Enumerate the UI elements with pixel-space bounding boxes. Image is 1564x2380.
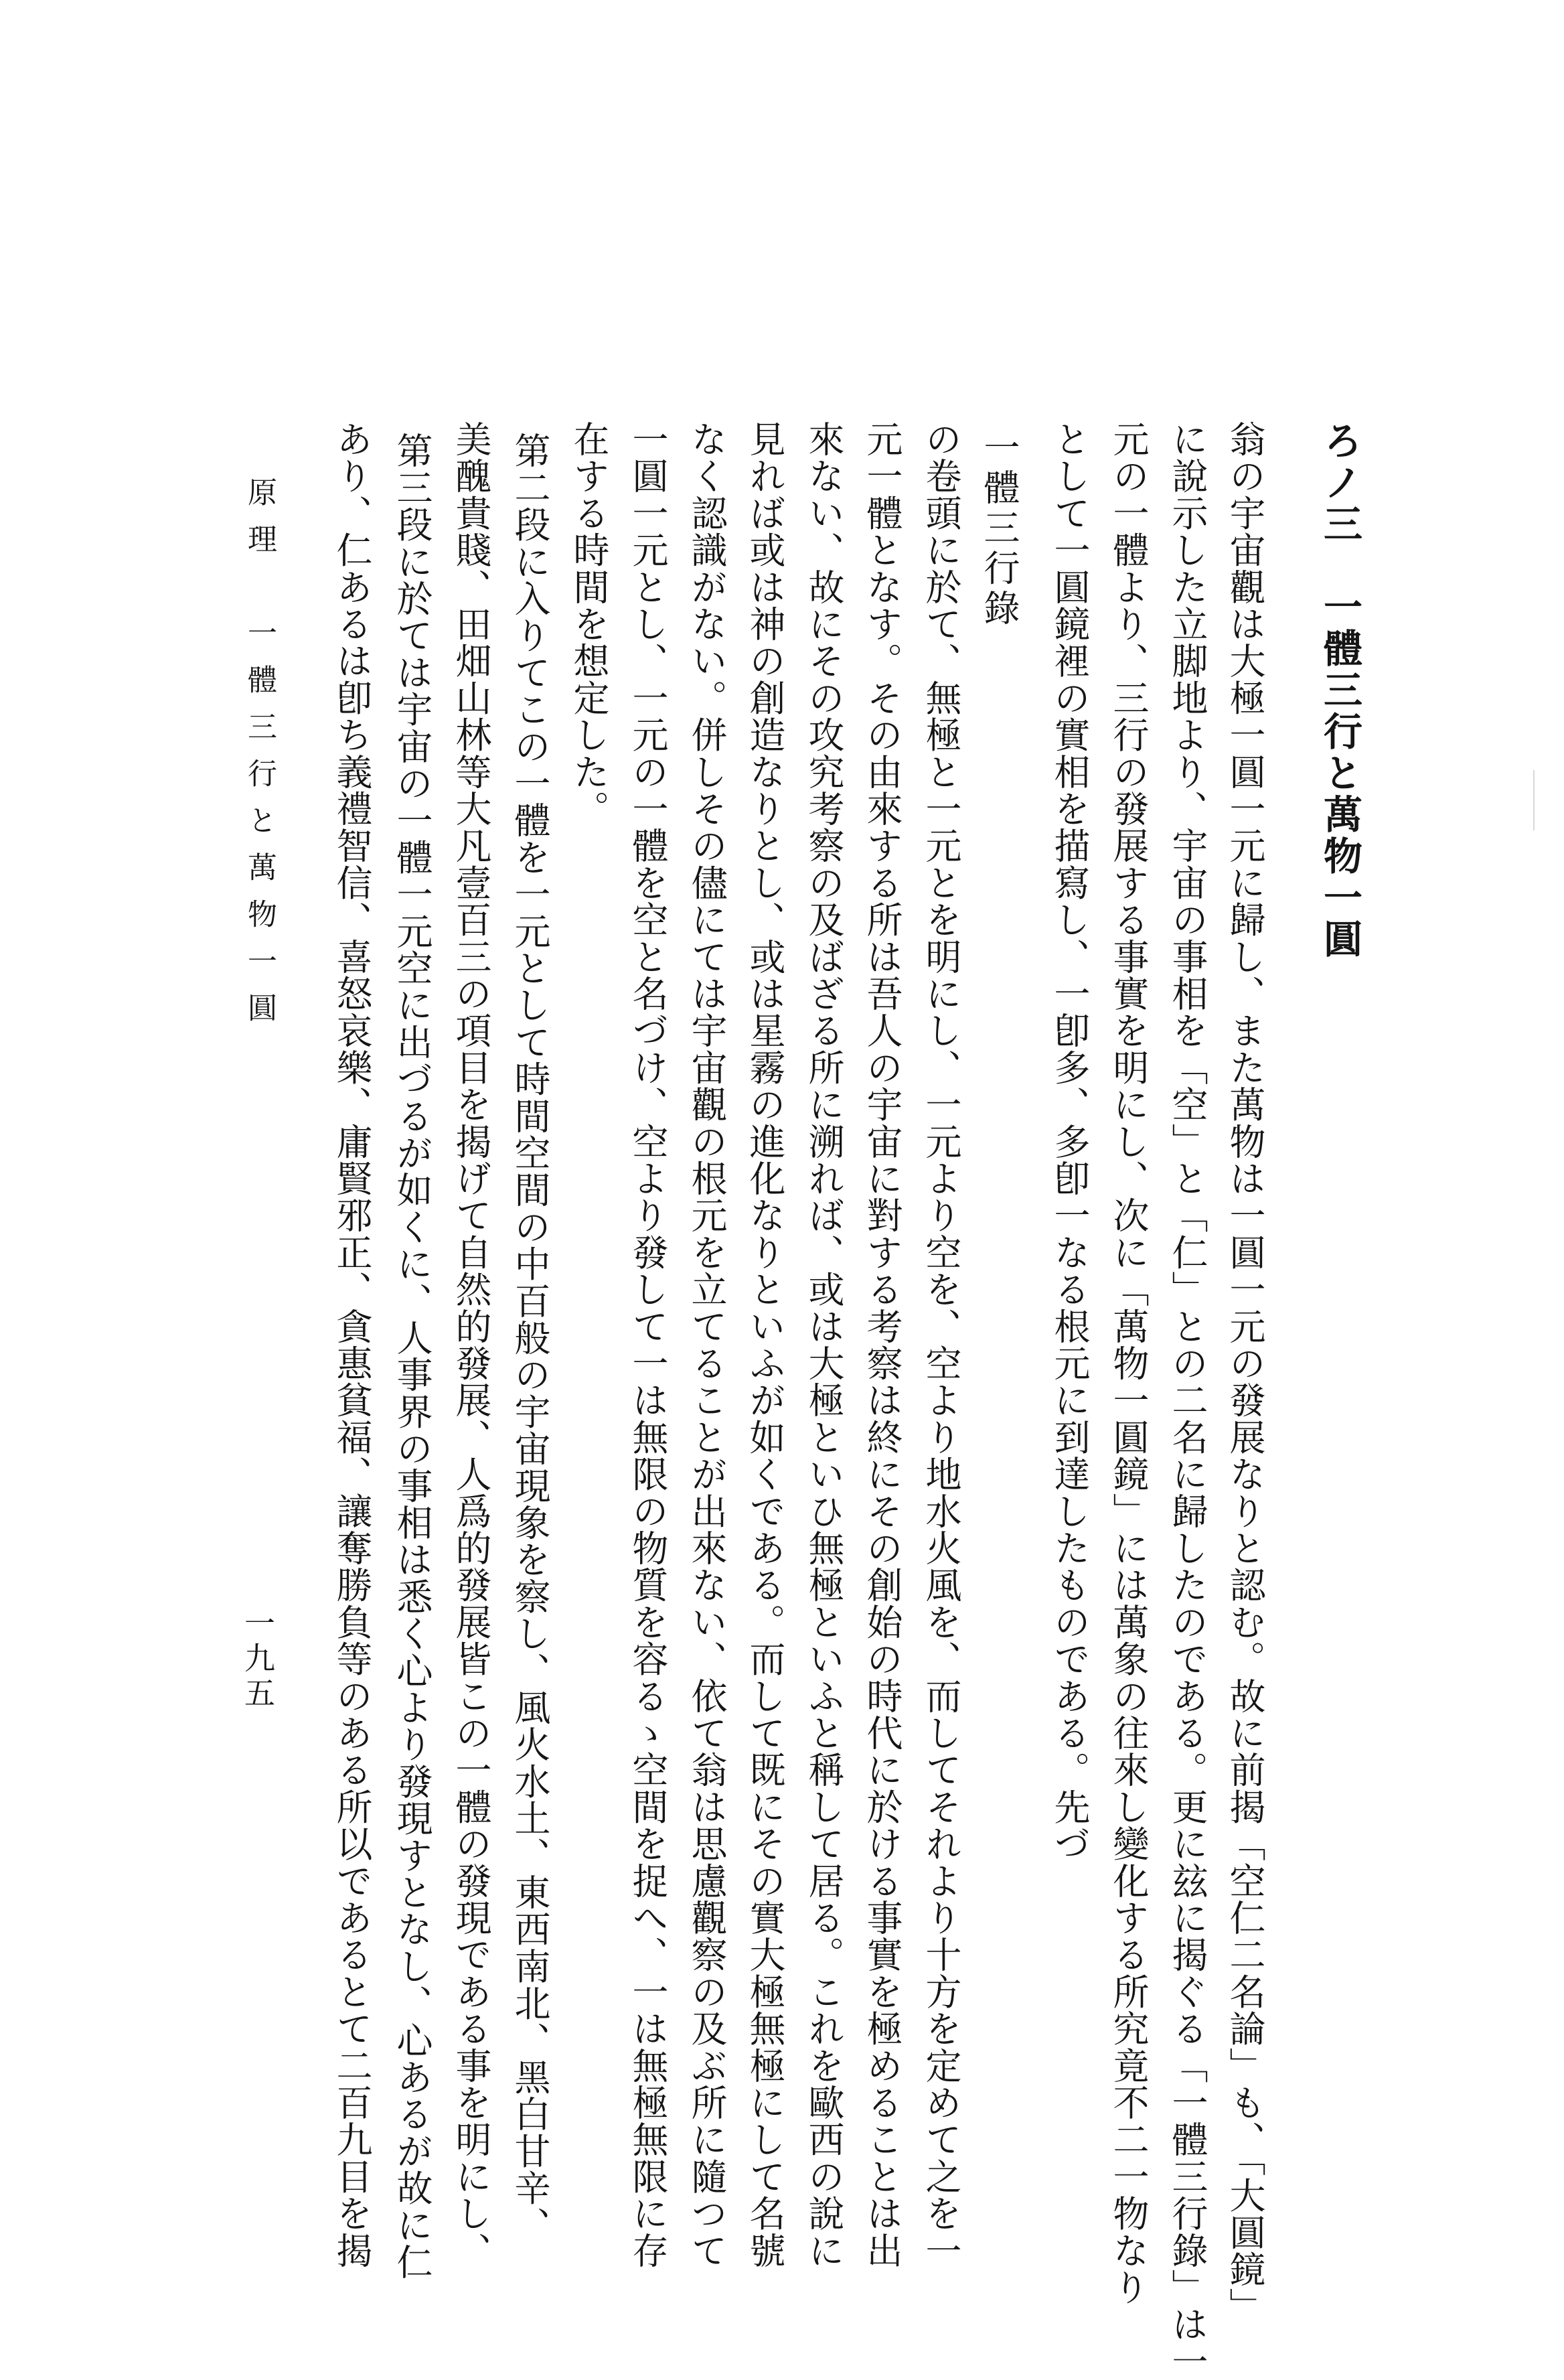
text-column: 一圓一元とし、一元の一體を空と名づけ、空より發して一は無限の物質を容るゝ空間を捉へ、一は無極無限に存 — [627, 421, 669, 2269]
text-column: なく認識がない。併しその儘にては宇宙觀の根元を立てることが出來ない、依て翁は思慮觀察の及ぶ所に隨つて — [686, 421, 728, 2269]
text-column: 元の一體より、三行の發展する事實を明にし、次に「萬物一圓鏡」には萬象の往來し變化する所究竟不二一物なり — [1107, 421, 1150, 2306]
text-column: 見れば或は神の創造なりとし、或は星霧の進化なりといふが如くである。而して既にその實大極無極にして名號 — [744, 421, 786, 2269]
text-column: 第二段に入りてこの一體を一元として時間空間の中百般の宇宙現象を察し、風火水土、東西南北、黑白甘辛、 — [509, 395, 551, 2243]
text-column: として一圓鏡裡の實相を描寫し、一卽多、多卽一なる根元に到達したものである。先づ — [1048, 421, 1091, 1862]
text-column: 在する時間を想定した。 — [568, 421, 610, 828]
text-column: 元一體となす。その由來する所は吾人の宇宙に對する考察は終にその創始の時代に於ける事實を極めることは出 — [861, 421, 903, 2269]
text-column: 來ない、故にその攻究考察の及ばざる所に溯れば、或は大極といひ無極といふと稱して居る。これを歐西の說に — [803, 421, 845, 2269]
scan-mark — [1533, 770, 1535, 830]
work-title-heading: 一體三行錄 — [978, 429, 1020, 629]
text-column: の卷頭に於て、無極と一元とを明にし、一元より空を、空より地水火風を、而してそれより十方を定めて之を一 — [920, 421, 962, 2269]
text-column: 美醜貴賤、田畑山林等大凡壹百三の項目を揭げて自然的發展、人爲的發展皆この一體の發現である事を明にし、 — [450, 421, 492, 2269]
running-head: 原理 一體三行と萬物一圓 — [242, 477, 277, 1039]
text-column: 翁の宇宙觀は大極一圓一元に歸し、また萬物は一圓一元の發展なりと認む。故に前揭「空仁二名論」も、「大圓鏡」 — [1224, 421, 1266, 2325]
text-column: 第三段に於ては宇宙の一體一元空に出づるが如くに、人事界の事相は悉く心より發現すとなし、心あるが故に仁 — [391, 395, 433, 2281]
text-column: あり、仁あるは卽ち義禮智信、喜怒哀樂、庸賢邪正、貪惠貧福、讓奪勝負等のある所以であるとて二百九目を揭 — [331, 421, 373, 2269]
section-heading: ろノ三 一體三行と萬物一圓 — [1317, 421, 1362, 960]
text-column: に說示した立脚地より、宇宙の事相を「空」と「仁」との二名に歸したのである。更に玆に揭ぐる「一體三行錄」は一 — [1166, 421, 1208, 2380]
page-number: 一九五 — [240, 1607, 276, 1712]
